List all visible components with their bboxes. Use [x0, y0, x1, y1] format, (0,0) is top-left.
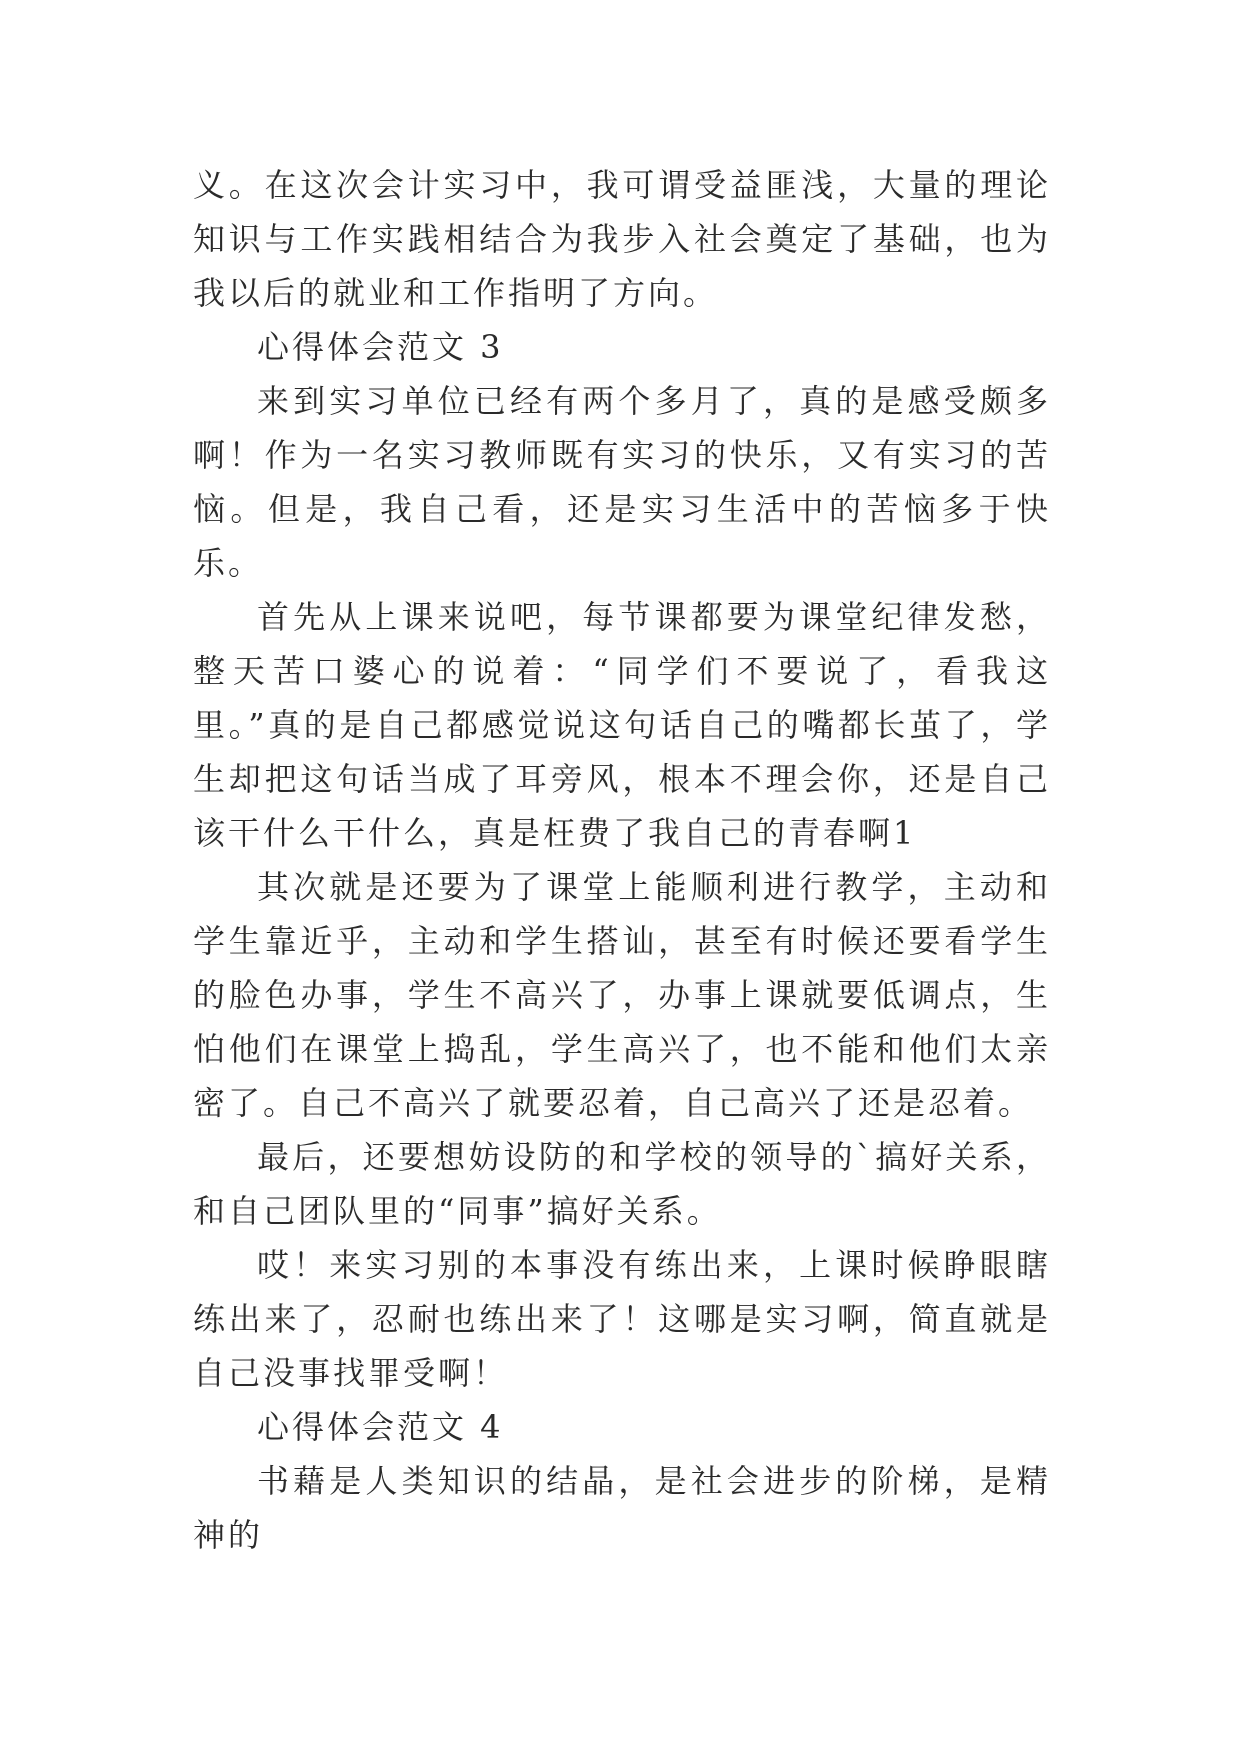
section-heading: 心得体会范文 3	[257, 328, 504, 366]
document-body	[193, 158, 1051, 1562]
paragraph: 哎！来实习别的本事没有练出来，上课时候睁眼瞎练出来了，忍耐也练出来了！这哪是实习啊，简直就是自己没事找罪受啊！	[193, 1246, 1051, 1392]
paragraph: 首先从上课来说吧，每节课都要为课堂纪律发愁，整天苦口婆心的说着：“同学们不要说了，看我这里。”真的是自己都感觉说这句话自己的嘴都长茧了，学生却把这句话当成了耳旁风，根本不理会你，还是自己该干什么干什么，真是枉费了我自己的青春啊1	[193, 598, 1051, 852]
paragraph: 其次就是还要为了课堂上能顺利进行教学，主动和学生靠近乎，主动和学生搭讪，甚至有时候还要看学生的脸色办事，学生不高兴了，办事上课就要低调点，生怕他们在课堂上捣乱，学生高兴了，也不能和他们太亲密了。自己不高兴了就要忍着，自己高兴了还是忍着。	[193, 868, 1051, 1122]
section-heading: 心得体会范文 4	[257, 1408, 504, 1446]
paragraph-continuation: 义。在这次会计实习中，我可谓受益匪浅，大量的理论知识与工作实践相结合为我步入社会奠定了基础，也为我以后的就业和工作指明了方向。	[193, 166, 1051, 312]
paragraph: 来到实习单位已经有两个多月了，真的是感受颇多啊！作为一名实习教师既有实习的快乐，又有实习的苦恼。但是，我自己看，还是实习生活中的苦恼多于快乐。	[193, 382, 1051, 582]
paragraph: 最后，还要想妨设防的和学校的领导的`搞好关系，和自己团队里的“同事”搞好关系。	[193, 1138, 1051, 1230]
paragraph: 书藉是人类知识的结晶，是社会进步的阶梯，是精神的	[193, 1462, 1051, 1554]
